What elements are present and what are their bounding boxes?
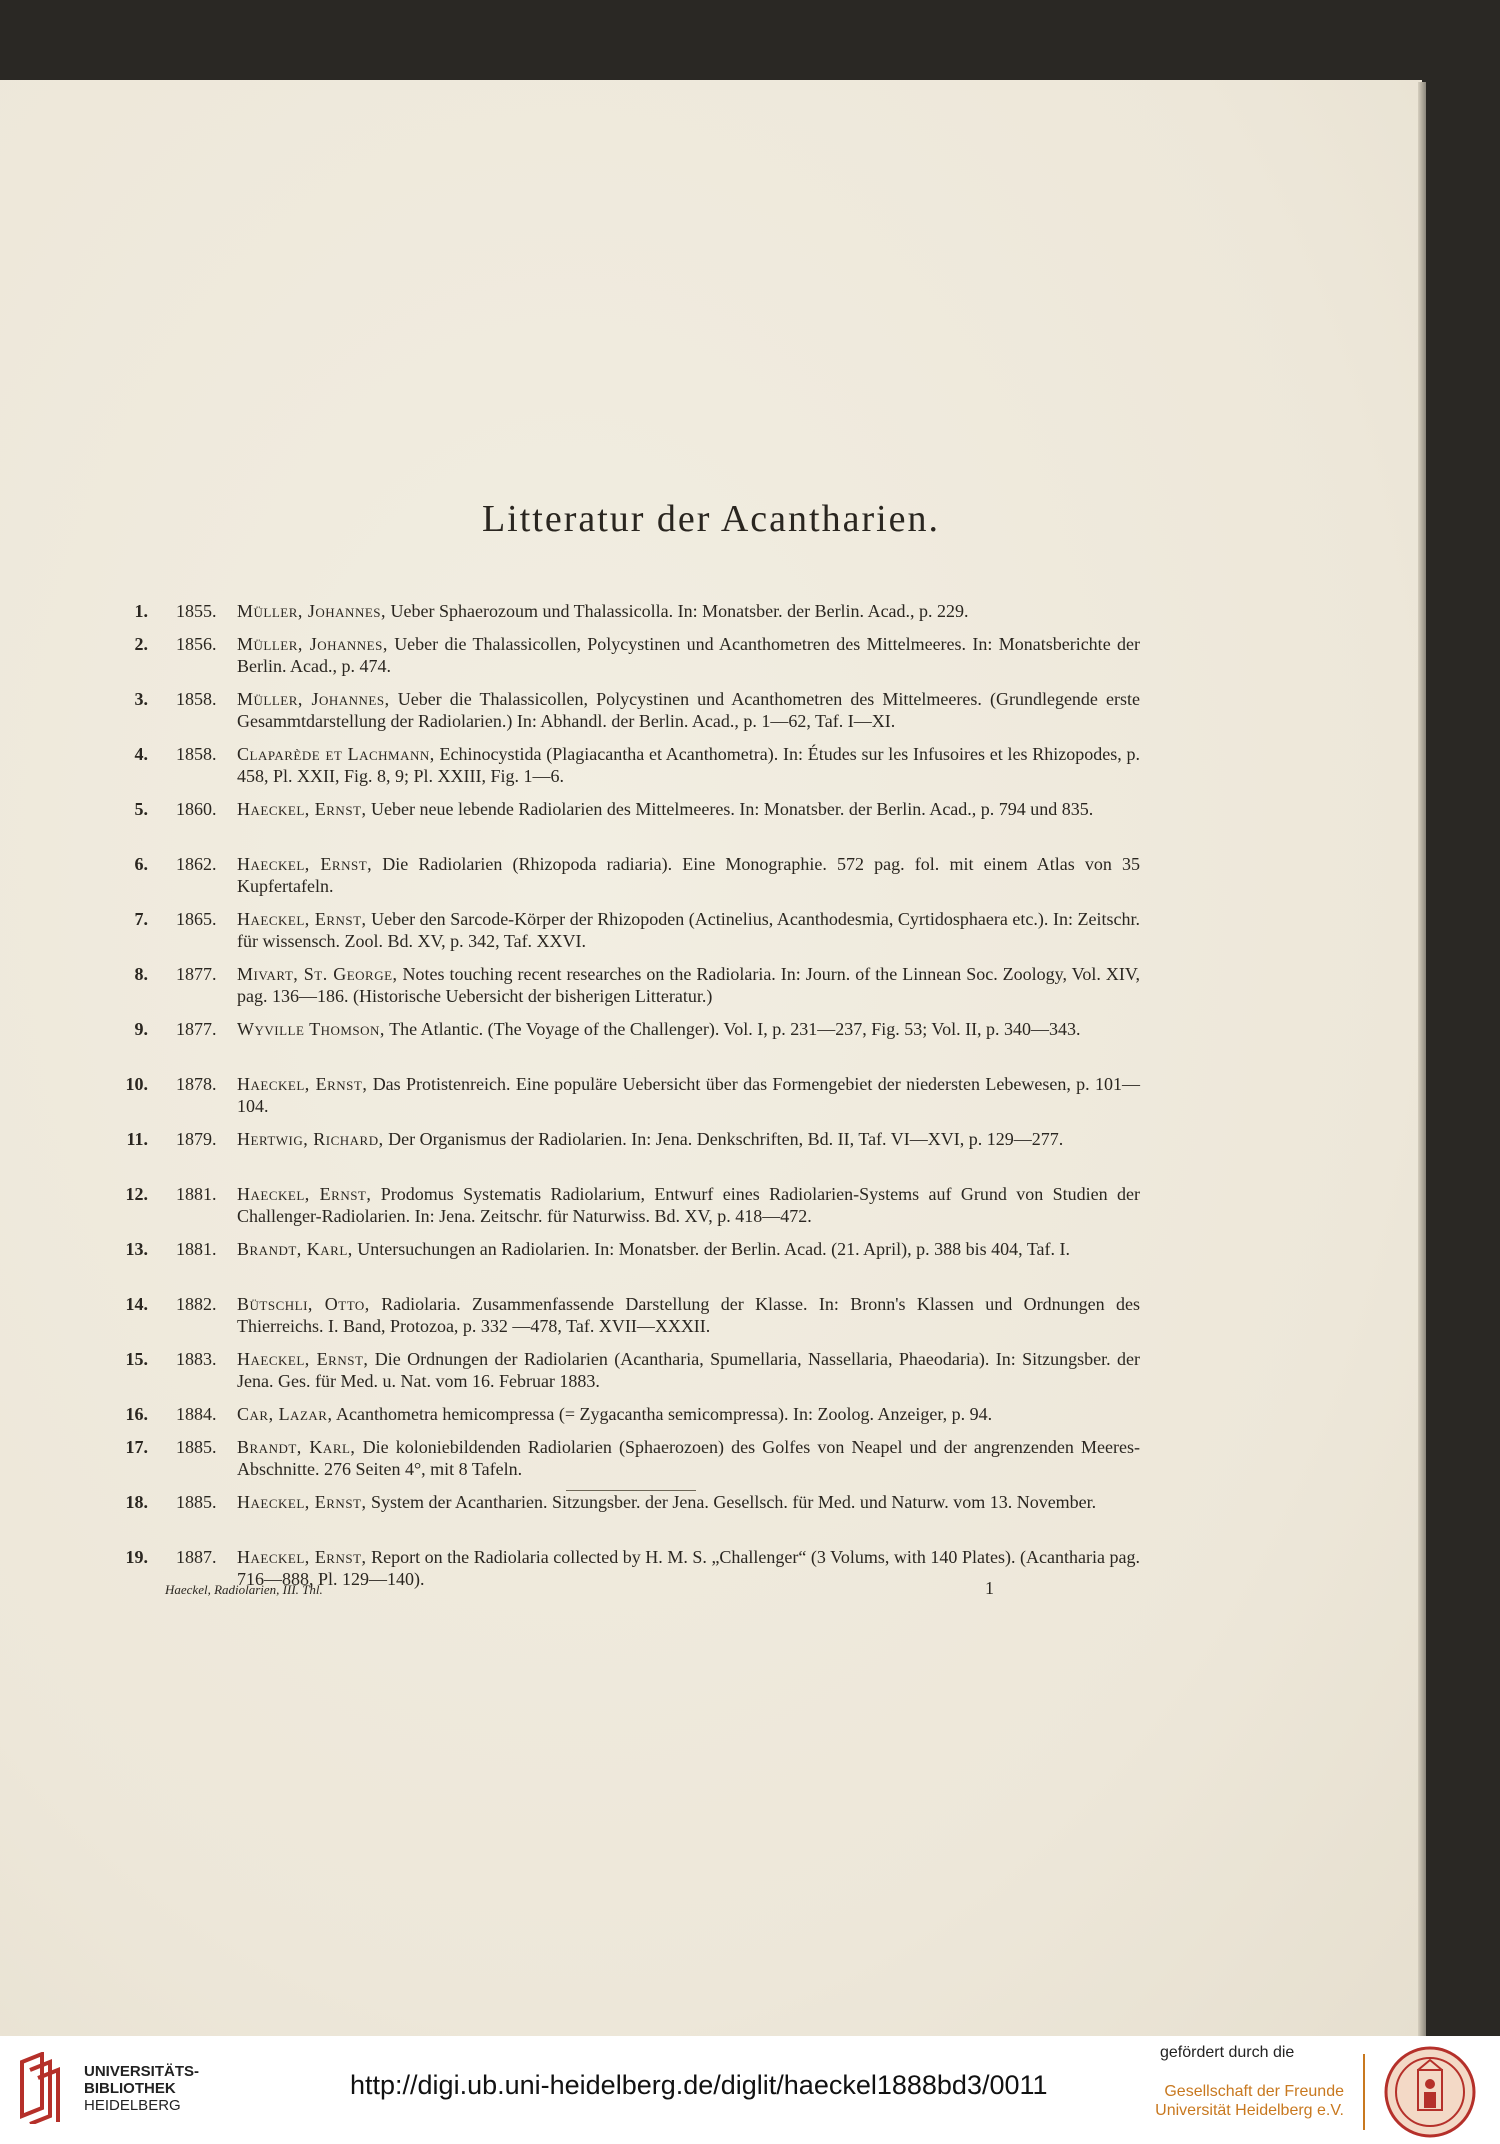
reference-author: Müller, Johannes, — [237, 634, 388, 654]
library-name[interactable] — [84, 2063, 199, 2114]
reference-body — [237, 1348, 1140, 1392]
library-name-line1: UNIVERSITÄTS- — [84, 2063, 200, 2080]
reference-body — [237, 743, 1140, 787]
reference-author: Bütschli, Otto, — [237, 1294, 370, 1314]
reference-list — [120, 600, 1140, 1601]
reference-author: Wyville Thomson, — [237, 1019, 385, 1039]
reference-body — [237, 798, 1140, 820]
reference-year: 1856. — [176, 634, 217, 654]
university-seal-icon[interactable] — [1384, 2046, 1476, 2138]
reference-year: 1885. — [176, 1492, 217, 1512]
reference-year: 1879. — [176, 1129, 217, 1149]
reference-year: 1883. — [176, 1349, 217, 1369]
reference-body — [237, 963, 1140, 1007]
reference-author: Claparède et Lachmann, — [237, 744, 435, 764]
reference-entry — [120, 1183, 1140, 1227]
reference-year: 1860. — [176, 799, 217, 819]
reference-body — [237, 1546, 1140, 1590]
reference-author: Haeckel, Ernst, — [237, 854, 373, 874]
reference-author: Brandt, Karl, — [237, 1239, 353, 1259]
society-name-line1: Gesellschaft der Freunde — [1164, 2083, 1344, 2100]
reference-number: 11. — [126, 1129, 148, 1149]
reference-entry — [120, 1128, 1140, 1172]
reference-body — [237, 600, 1140, 622]
reference-text: Ueber den Sarcode-Körper der Rhizopoden (Actinelius, Acanthodesmia, Cyrtidosphaera etc.). In: Zeitschr. für wissensch. Zool. Bd. XV, p. 342, Taf. XXVI. — [237, 909, 1140, 951]
reference-text: Ueber die Thalassicollen, Polycystinen und Acanthometren des Mittelmeeres. (Grundlegende erste Gesammtdarstellung der Radiolarien.) In: Abhandl. der Berlin. Acad., p. 1—62, Taf. I—XI. — [237, 689, 1140, 731]
reference-author: Haeckel, Ernst, — [237, 799, 367, 819]
reference-body — [237, 1073, 1140, 1117]
reference-entry — [120, 1348, 1140, 1392]
reference-body — [237, 1403, 1140, 1425]
reference-entry — [120, 1403, 1140, 1425]
reference-author: Hertwig, Richard, — [237, 1129, 384, 1149]
reference-text: Die Radiolarien (Rhizopoda radiaria). Eine Monographie. 572 pag. fol. mit einem Atlas von 35 Kupfertafeln. — [237, 854, 1141, 896]
banner-divider — [1363, 2054, 1365, 2130]
footer-page-number: 1 — [985, 1578, 994, 1598]
digital-copy-url-link[interactable]: http://digi.ub.uni-heidelberg.de/diglit/haeckel1888bd3/0011 — [350, 2070, 1048, 2100]
footer-running-title: Haeckel, Radiolarien, III. Thl. — [165, 1582, 323, 1597]
library-name-line2: BIBLIOTHEK — [84, 2080, 176, 2097]
reference-text: Prodomus Systematis Radiolarium, Entwurf eines Radiolarien-Systems auf Grund von Studien der Challenger-Radiolarien. In: Jena. Zeitschr. für Naturwiss. Bd. XV, p. 418—472. — [237, 1184, 1141, 1226]
funded-by-label: gefördert durch die — [1160, 2044, 1295, 2061]
reference-body — [237, 1183, 1140, 1227]
reference-author: Müller, Johannes, — [237, 601, 387, 621]
reference-number: 9. — [134, 1019, 148, 1039]
university-library-logo-icon[interactable] — [18, 2052, 66, 2124]
reference-text: Radiolaria. Zusammenfassende Darstellung der Klasse. In: Bronn's Klassen und Ordnungen des Thierreichs. I. Band, Protozoa, p. 332 —478, Taf. XVII—XXXII. — [237, 1294, 1140, 1336]
reference-entry — [120, 1073, 1140, 1117]
reference-body — [237, 1293, 1140, 1337]
reference-body — [237, 1018, 1140, 1040]
reference-entry — [120, 1436, 1140, 1480]
reference-body — [237, 1491, 1140, 1513]
reference-entry — [120, 743, 1140, 787]
reference-author: Haeckel, Ernst, — [237, 1184, 372, 1204]
reference-entry — [120, 963, 1140, 1007]
reference-text: Ueber Sphaerozoum und Thalassicolla. In: Monatsber. der Berlin. Acad., p. 229. — [390, 601, 969, 621]
reference-body — [237, 853, 1140, 897]
reference-year: 1878. — [176, 1074, 217, 1094]
reference-year: 1858. — [176, 689, 217, 709]
reference-number: 19. — [125, 1547, 148, 1567]
reference-year: 1881. — [176, 1184, 217, 1204]
reference-author: Müller, Johannes, — [237, 689, 390, 709]
society-name-line2: Universität Heidelberg e.V. — [1155, 2102, 1344, 2119]
reference-year: 1885. — [176, 1437, 217, 1457]
reference-entry — [120, 798, 1140, 842]
reference-author: Haeckel, Ernst, — [237, 1492, 367, 1512]
reference-text: The Atlantic. (The Voyage of the Challenger). Vol. I, p. 231—237, Fig. 53; Vol. II, p. 340—343. — [389, 1019, 1081, 1039]
reference-number: 1. — [134, 601, 148, 621]
reference-entry — [120, 600, 1140, 622]
reference-entry — [120, 1018, 1140, 1062]
reference-year: 1858. — [176, 744, 217, 764]
reference-text: Ueber die Thalassicollen, Polycystinen und Acanthometren des Mittelmeeres. In: Monatsberichte der Berlin. Acad., p. 474. — [237, 634, 1140, 676]
reference-year: 1877. — [176, 1019, 217, 1039]
reference-number: 3. — [134, 689, 148, 709]
reference-text: Das Protistenreich. Eine populäre Uebersicht über das Formengebiet der niedersten Lebewesen, p. 101—104. — [237, 1074, 1141, 1116]
reference-number: 13. — [125, 1239, 148, 1259]
reference-entry — [120, 908, 1140, 952]
reference-year: 1884. — [176, 1404, 217, 1424]
reference-number: 6. — [134, 854, 148, 874]
reference-entry — [120, 853, 1140, 897]
reference-author: Haeckel, Ernst, — [237, 1547, 367, 1567]
reference-author: Haeckel, Ernst, — [237, 1074, 368, 1094]
reference-number: 10. — [125, 1074, 148, 1094]
society-name[interactable] — [1150, 2082, 1344, 2120]
reference-text: Die koloniebildenden Radiolarien (Sphaerozoen) des Golfes von Neapel und der angrenzenden Meeres-Abschnitte. 276 Seiten 4°, mit 8 Tafeln. — [237, 1437, 1140, 1479]
reference-text: Die Ordnungen der Radiolarien (Acantharia, Spumellaria, Nassellaria, Phaeodaria). In: Sitzungsber. der Jena. Ges. für Med. u. Nat. vom 16. Februar 1883. — [237, 1349, 1140, 1391]
reference-text: Untersuchungen an Radiolarien. In: Monatsber. der Berlin. Acad. (21. April), p. 388 bis 404, Taf. I. — [357, 1239, 1071, 1259]
reference-number: 16. — [125, 1404, 148, 1424]
reference-year: 1877. — [176, 964, 217, 984]
page-title: Litteratur der Acantharien. — [481, 498, 941, 540]
reference-text: Report on the Radiolaria collected by H. M. S. „Challenger“ (3 Volums, with 140 Plates). (Acantharia pag. 716—888, Pl. 129—140). — [237, 1547, 1140, 1589]
reference-text: Der Organismus der Radiolarien. In: Jena. Denkschriften, Bd. II, Taf. VI—XVI, p. 129—277. — [388, 1129, 1064, 1149]
reference-author: Brandt, Karl, — [237, 1437, 356, 1457]
reference-number: 2. — [134, 634, 148, 654]
reference-text: Acanthometra hemicompressa (= Zygacantha semicompressa). In: Zoolog. Anzeiger, p. 94. — [335, 1404, 993, 1424]
reference-body — [237, 688, 1140, 732]
page-edge — [1418, 82, 1426, 2036]
reference-author: Car, Lazar, — [237, 1404, 333, 1424]
reference-entry — [120, 1238, 1140, 1282]
reference-number: 8. — [134, 964, 148, 984]
library-name-line3: HEIDELBERG — [84, 2097, 181, 2114]
reference-author: Haeckel, Ernst, — [237, 1349, 369, 1369]
reference-text: Echinocystida (Plagiacantha et Acanthometra). In: Études sur les Infusoires et les Rhizopodes, p. 458, Pl. XXII, Fig. 8, 9; Pl. XXIII, Fig. 1—6. — [237, 744, 1141, 786]
reference-body — [237, 1238, 1140, 1260]
reference-entry — [120, 688, 1140, 732]
reference-entry — [120, 633, 1140, 677]
reference-number: 12. — [125, 1184, 148, 1204]
reference-number: 15. — [125, 1349, 148, 1369]
reference-entry — [120, 1293, 1140, 1337]
reference-body — [237, 633, 1140, 677]
reference-year: 1855. — [176, 601, 217, 621]
reference-body — [237, 908, 1140, 952]
reference-number: 18. — [125, 1492, 148, 1512]
reference-author: Mivart, St. George, — [237, 964, 398, 984]
reference-text: Notes touching recent researches on the Radiolaria. In: Journ. of the Linnean Soc. Zoology, Vol. XIV, pag. 136—186. (Historische Uebersicht der bisherigen Litteratur.) — [237, 964, 1141, 1006]
reference-number: 5. — [134, 799, 148, 819]
reference-year: 1862. — [176, 854, 217, 874]
reference-year: 1887. — [176, 1547, 217, 1567]
divider-rule — [566, 1490, 696, 1491]
reference-number: 14. — [125, 1294, 148, 1314]
reference-entry — [120, 1491, 1140, 1535]
reference-body — [237, 1128, 1140, 1150]
reference-text: Ueber neue lebende Radiolarien des Mittelmeeres. In: Monatsber. der Berlin. Acad., p. 794 und 835. — [371, 799, 1094, 819]
reference-number: 4. — [134, 744, 148, 764]
reference-year: 1865. — [176, 909, 217, 929]
reference-number: 7. — [134, 909, 148, 929]
reference-year: 1881. — [176, 1239, 217, 1259]
reference-number: 17. — [125, 1437, 148, 1457]
reference-body — [237, 1436, 1140, 1480]
reference-author: Haeckel, Ernst, — [237, 909, 367, 929]
reference-text: System der Acantharien. Sitzungsber. der Jena. Gesellsch. für Med. und Naturw. vom 13. November. — [371, 1492, 1097, 1512]
reference-year: 1882. — [176, 1294, 217, 1314]
